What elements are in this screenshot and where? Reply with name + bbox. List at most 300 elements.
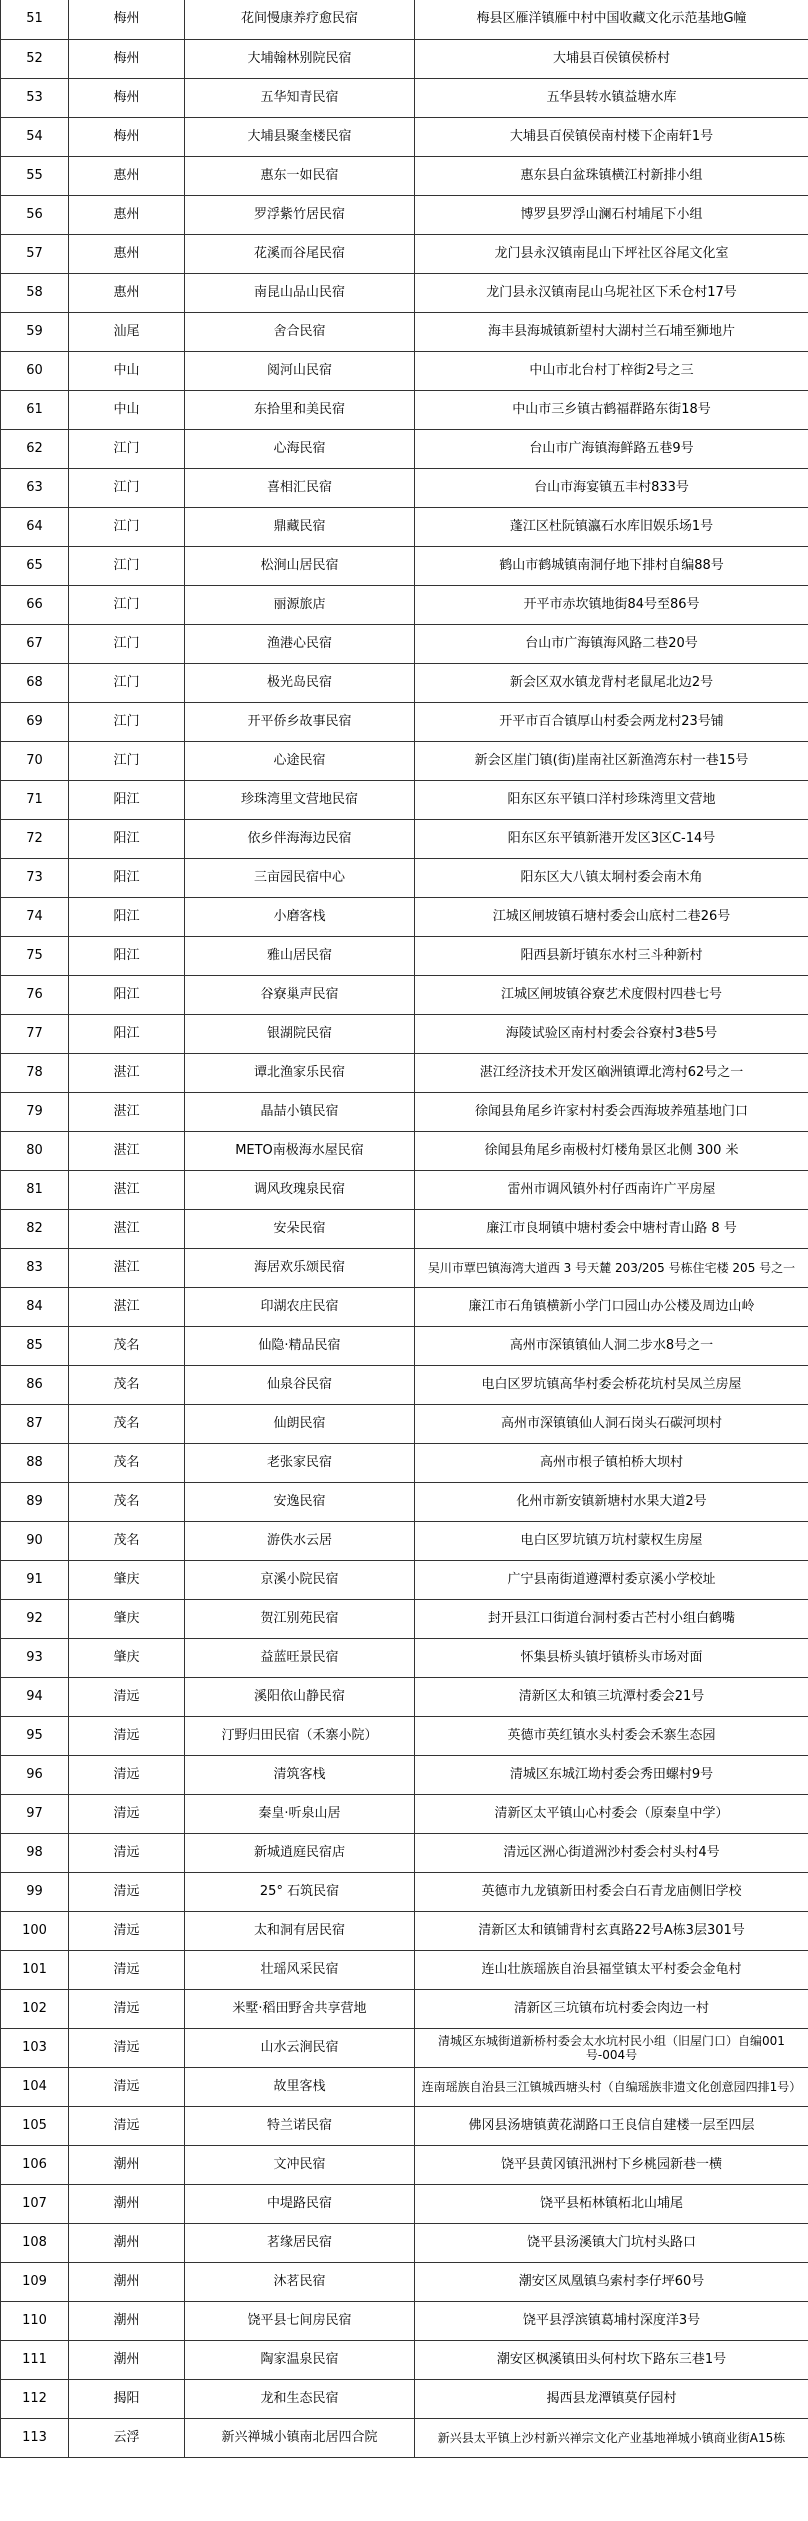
row-number-cell: 105 [1, 2106, 69, 2145]
address-cell: 高州市深镇镇仙人洞石岗头石碳河坝村 [415, 1404, 808, 1443]
table-row [1, 1482, 808, 1521]
homestay-name-cell: 依乡伴海海边民宿 [185, 819, 415, 858]
address-cell: 高州市根子镇柏桥大坝村 [415, 1443, 808, 1482]
table-row [1, 663, 808, 702]
city-cell: 清远 [69, 1716, 185, 1755]
address-cell: 高州市深镇镇仙人洞二步水8号之一 [415, 1326, 808, 1365]
table-row [1, 1053, 808, 1092]
homestay-name-cell: 鼎藏民宿 [185, 507, 415, 546]
address-cell: 蓬江区杜阮镇瀛石水库旧娱乐场1号 [415, 507, 808, 546]
address-cell: 台山市广海镇海鲜路五巷9号 [415, 429, 808, 468]
city-cell: 湛江 [69, 1170, 185, 1209]
city-cell: 湛江 [69, 1248, 185, 1287]
address-cell: 惠东县白盆珠镇横江村新排小组 [415, 156, 808, 195]
city-cell: 清远 [69, 2067, 185, 2106]
row-number-cell: 72 [1, 819, 69, 858]
homestay-name-cell: 清筑客栈 [185, 1755, 415, 1794]
address-cell: 饶平县汤溪镇大门坑村头路口 [415, 2223, 808, 2262]
city-cell: 茂名 [69, 1521, 185, 1560]
homestay-name-cell: 渔港心民宿 [185, 624, 415, 663]
homestay-name-cell: 益蓝旺景民宿 [185, 1638, 415, 1677]
city-cell: 江门 [69, 507, 185, 546]
table-row [1, 39, 808, 78]
city-cell: 中山 [69, 351, 185, 390]
row-number-cell: 104 [1, 2067, 69, 2106]
homestay-name-cell: 谭北渔家乐民宿 [185, 1053, 415, 1092]
address-cell: 饶平县浮滨镇葛埔村深度洋3号 [415, 2301, 808, 2340]
city-cell: 茂名 [69, 1482, 185, 1521]
homestay-name-cell: 陶家温泉民宿 [185, 2340, 415, 2379]
city-cell: 江门 [69, 702, 185, 741]
address-cell: 梅县区雁洋镇雁中村中国收藏文化示范基地G幢 [415, 0, 808, 39]
table-row [1, 1092, 808, 1131]
address-cell: 化州市新安镇新塘村水果大道2号 [415, 1482, 808, 1521]
row-number-cell: 93 [1, 1638, 69, 1677]
row-number-cell: 108 [1, 2223, 69, 2262]
row-number-cell: 53 [1, 78, 69, 117]
city-cell: 清远 [69, 1755, 185, 1794]
address-cell: 广宁县南街道遵潭村委京溪小学校址 [415, 1560, 808, 1599]
homestay-name-cell: 山水云涧民宿 [185, 2028, 415, 2067]
table-row [1, 1833, 808, 1872]
table-row [1, 1014, 808, 1053]
city-cell: 清远 [69, 1989, 185, 2028]
homestay-name-cell: 印湖农庄民宿 [185, 1287, 415, 1326]
row-number-cell: 81 [1, 1170, 69, 1209]
row-number-cell: 110 [1, 2301, 69, 2340]
homestay-name-cell: 米墅·稻田野舍共享营地 [185, 1989, 415, 2028]
table-row [1, 1677, 808, 1716]
homestay-name-cell: 饶平县七间房民宿 [185, 2301, 415, 2340]
city-cell: 茂名 [69, 1404, 185, 1443]
row-number-cell: 84 [1, 1287, 69, 1326]
homestay-name-cell: 大埔县聚奎楼民宿 [185, 117, 415, 156]
homestay-name-cell: 惠东一如民宿 [185, 156, 415, 195]
homestay-name-cell: 银湖院民宿 [185, 1014, 415, 1053]
homestay-name-cell: 罗浮紫竹居民宿 [185, 195, 415, 234]
table-row [1, 429, 808, 468]
address-cell: 中山市三乡镇古鹤福群路东街18号 [415, 390, 808, 429]
row-number-cell: 69 [1, 702, 69, 741]
homestay-name-cell: 东拾里和美民宿 [185, 390, 415, 429]
city-cell: 肇庆 [69, 1638, 185, 1677]
address-cell: 封开县江口街道台洞村委古芒村小组白鹤嘴 [415, 1599, 808, 1638]
city-cell: 潮州 [69, 2223, 185, 2262]
homestay-name-cell: 仙泉谷民宿 [185, 1365, 415, 1404]
row-number-cell: 82 [1, 1209, 69, 1248]
row-number-cell: 87 [1, 1404, 69, 1443]
table-row [1, 2418, 808, 2457]
row-number-cell: 55 [1, 156, 69, 195]
homestay-name-cell: 游佚水云居 [185, 1521, 415, 1560]
table-row [1, 1326, 808, 1365]
city-cell: 梅州 [69, 39, 185, 78]
row-number-cell: 63 [1, 468, 69, 507]
table-row [1, 234, 808, 273]
city-cell: 阳江 [69, 780, 185, 819]
address-cell: 五华县转水镇益塘水库 [415, 78, 808, 117]
homestay-name-cell: 25° 石筑民宿 [185, 1872, 415, 1911]
table-row [1, 468, 808, 507]
row-number-cell: 101 [1, 1950, 69, 1989]
address-cell: 阳西县新圩镇东水村三斗种新村 [415, 936, 808, 975]
address-cell: 怀集县桥头镇圩镇桥头市场对面 [415, 1638, 808, 1677]
row-number-cell: 92 [1, 1599, 69, 1638]
row-number-cell: 62 [1, 429, 69, 468]
row-number-cell: 86 [1, 1365, 69, 1404]
city-cell: 江门 [69, 546, 185, 585]
homestay-name-cell: 龙和生态民宿 [185, 2379, 415, 2418]
homestay-name-cell: 沐茗民宿 [185, 2262, 415, 2301]
row-number-cell: 96 [1, 1755, 69, 1794]
address-cell: 清新区太平镇山心村委会（原秦皇中学） [415, 1794, 808, 1833]
city-cell: 肇庆 [69, 1599, 185, 1638]
table-row [1, 897, 808, 936]
city-cell: 潮州 [69, 2184, 185, 2223]
homestay-name-cell: 晶喆小镇民宿 [185, 1092, 415, 1131]
address-cell: 廉江市石角镇横新小学门口园山办公楼及周边山岭 [415, 1287, 808, 1326]
table-row [1, 2184, 808, 2223]
homestay-name-cell: 松涧山居民宿 [185, 546, 415, 585]
table-row [1, 819, 808, 858]
address-cell: 大埔县百侯镇侯桥村 [415, 39, 808, 78]
table-row [1, 1794, 808, 1833]
row-number-cell: 61 [1, 390, 69, 429]
row-number-cell: 59 [1, 312, 69, 351]
table-row [1, 2106, 808, 2145]
address-cell: 海陵试验区南村村委会谷寮村3巷5号 [415, 1014, 808, 1053]
city-cell: 清远 [69, 2028, 185, 2067]
city-cell: 湛江 [69, 1053, 185, 1092]
row-number-cell: 56 [1, 195, 69, 234]
city-cell: 惠州 [69, 273, 185, 312]
city-cell: 汕尾 [69, 312, 185, 351]
table-row [1, 1248, 808, 1287]
city-cell: 江门 [69, 585, 185, 624]
table-row [1, 1560, 808, 1599]
city-cell: 江门 [69, 741, 185, 780]
address-cell: 饶平县柘林镇柘北山埔尾 [415, 2184, 808, 2223]
table-row [1, 1716, 808, 1755]
row-number-cell: 68 [1, 663, 69, 702]
homestay-name-cell: 贺江别苑民宿 [185, 1599, 415, 1638]
row-number-cell: 64 [1, 507, 69, 546]
city-cell: 茂名 [69, 1365, 185, 1404]
city-cell: 中山 [69, 390, 185, 429]
address-cell: 新兴县太平镇上沙村新兴禅宗文化产业基地禅城小镇商业街A15栋 [415, 2418, 808, 2457]
table-row [1, 2340, 808, 2379]
row-number-cell: 97 [1, 1794, 69, 1833]
city-cell: 阳江 [69, 819, 185, 858]
row-number-cell: 71 [1, 780, 69, 819]
city-cell: 潮州 [69, 2301, 185, 2340]
homestay-name-cell: 壮瑶风采民宿 [185, 1950, 415, 1989]
address-cell: 新会区双水镇龙背村老鼠尾北边2号 [415, 663, 808, 702]
homestay-name-cell: 小磨客栈 [185, 897, 415, 936]
table-row [1, 1872, 808, 1911]
city-cell: 惠州 [69, 195, 185, 234]
address-cell: 饶平县黄冈镇汛洲村下乡桃园新巷一横 [415, 2145, 808, 2184]
city-cell: 清远 [69, 2106, 185, 2145]
row-number-cell: 94 [1, 1677, 69, 1716]
table-row [1, 546, 808, 585]
address-cell: 大埔县百侯镇侯南村楼下企南轩1号 [415, 117, 808, 156]
address-cell: 连南瑶族自治县三江镇城西塘头村（自编瑶族非遗文化创意园四排1号） [415, 2067, 808, 2106]
city-cell: 肇庆 [69, 1560, 185, 1599]
city-cell: 湛江 [69, 1092, 185, 1131]
address-cell: 连山壮族瑶族自治县福堂镇太平村委会金龟村 [415, 1950, 808, 1989]
address-cell: 电白区罗坑镇高华村委会桥花坑村吴凤兰房屋 [415, 1365, 808, 1404]
row-number-cell: 52 [1, 39, 69, 78]
row-number-cell: 112 [1, 2379, 69, 2418]
homestay-name-cell: 调风玫瑰泉民宿 [185, 1170, 415, 1209]
address-cell: 英德市九龙镇新田村委会白石青龙庙侧旧学校 [415, 1872, 808, 1911]
homestay-name-cell: 中堤路民宿 [185, 2184, 415, 2223]
table-row [1, 2145, 808, 2184]
address-cell: 开平市赤坎镇地街84号至86号 [415, 585, 808, 624]
address-cell: 湛江经济技术开发区硇洲镇谭北湾村62号之一 [415, 1053, 808, 1092]
homestay-name-cell: 舍合民宿 [185, 312, 415, 351]
address-cell: 阳东区大八镇太垌村委会南木角 [415, 858, 808, 897]
address-cell: 徐闻县角尾乡许家村村委会西海坡养殖基地门口 [415, 1092, 808, 1131]
city-cell: 潮州 [69, 2340, 185, 2379]
address-cell: 博罗县罗浮山澜石村埔尾下小组 [415, 195, 808, 234]
row-number-cell: 90 [1, 1521, 69, 1560]
table-row [1, 156, 808, 195]
row-number-cell: 74 [1, 897, 69, 936]
homestay-name-cell: 心途民宿 [185, 741, 415, 780]
row-number-cell: 85 [1, 1326, 69, 1365]
row-number-cell: 100 [1, 1911, 69, 1950]
table-row [1, 351, 808, 390]
homestay-name-cell: 仙朗民宿 [185, 1404, 415, 1443]
table-row [1, 585, 808, 624]
address-cell: 徐闻县角尾乡南极村灯楼角景区北侧 300 米 [415, 1131, 808, 1170]
table-row [1, 780, 808, 819]
homestay-name-cell: 文冲民宿 [185, 2145, 415, 2184]
homestay-name-cell: 南昆山品山民宿 [185, 273, 415, 312]
homestay-name-cell: 新城逍庭民宿店 [185, 1833, 415, 1872]
address-cell: 龙门县永汉镇南昆山下坪社区谷尾文化室 [415, 234, 808, 273]
row-number-cell: 99 [1, 1872, 69, 1911]
city-cell: 湛江 [69, 1209, 185, 1248]
homestay-name-cell: 特兰诺民宿 [185, 2106, 415, 2145]
table-row [1, 1404, 808, 1443]
address-cell: 英德市英红镇水头村委会禾寨生态园 [415, 1716, 808, 1755]
address-cell: 新会区崖门镇(街)崖南社区新渔湾东村一巷15号 [415, 741, 808, 780]
table-row [1, 1950, 808, 1989]
homestay-name-cell: 安逸民宿 [185, 1482, 415, 1521]
city-cell: 江门 [69, 663, 185, 702]
homestay-name-cell: 仙隐·精品民宿 [185, 1326, 415, 1365]
table-row [1, 390, 808, 429]
city-cell: 清远 [69, 1833, 185, 1872]
table-row [1, 2379, 808, 2418]
table-row [1, 312, 808, 351]
row-number-cell: 113 [1, 2418, 69, 2457]
address-cell: 清城区东城江坳村委会秀田螺村9号 [415, 1755, 808, 1794]
row-number-cell: 77 [1, 1014, 69, 1053]
city-cell: 惠州 [69, 234, 185, 273]
table-row [1, 2067, 808, 2106]
table-row [1, 1521, 808, 1560]
city-cell: 潮州 [69, 2145, 185, 2184]
row-number-cell: 78 [1, 1053, 69, 1092]
row-number-cell: 109 [1, 2262, 69, 2301]
row-number-cell: 89 [1, 1482, 69, 1521]
table-row [1, 507, 808, 546]
city-cell: 湛江 [69, 1287, 185, 1326]
table-row [1, 0, 808, 39]
row-number-cell: 60 [1, 351, 69, 390]
row-number-cell: 51 [1, 0, 69, 39]
row-number-cell: 66 [1, 585, 69, 624]
row-number-cell: 58 [1, 273, 69, 312]
homestay-name-cell: 花溪而谷尾民宿 [185, 234, 415, 273]
address-cell: 揭西县龙潭镇莫仔园村 [415, 2379, 808, 2418]
address-cell: 清新区三坑镇布坑村委会肉边一村 [415, 1989, 808, 2028]
homestay-name-cell: 茗缘居民宿 [185, 2223, 415, 2262]
table-row [1, 858, 808, 897]
row-number-cell: 107 [1, 2184, 69, 2223]
homestay-name-cell: METO南极海水屋民宿 [185, 1131, 415, 1170]
address-cell: 开平市百合镇厚山村委会两龙村23号铺 [415, 702, 808, 741]
row-number-cell: 106 [1, 2145, 69, 2184]
city-cell: 清远 [69, 1677, 185, 1716]
city-cell: 惠州 [69, 156, 185, 195]
address-cell: 台山市海宴镇五丰村833号 [415, 468, 808, 507]
table-row [1, 1911, 808, 1950]
table-row [1, 2262, 808, 2301]
homestay-name-cell: 谷寮巢声民宿 [185, 975, 415, 1014]
table-row [1, 2223, 808, 2262]
homestay-name-cell: 汀野归田民宿（禾寨小院） [185, 1716, 415, 1755]
address-cell: 潮安区枫溪镇田头何村坎下路东三巷1号 [415, 2340, 808, 2379]
address-cell: 台山市广海镇海风路二巷20号 [415, 624, 808, 663]
address-cell: 清新区太和镇铺背村玄真路22号A栋3层301号 [415, 1911, 808, 1950]
row-number-cell: 103 [1, 2028, 69, 2067]
homestay-name-cell: 花间慢康养疗愈民宿 [185, 0, 415, 39]
homestay-name-cell: 开平侨乡故事民宿 [185, 702, 415, 741]
table-row [1, 702, 808, 741]
address-cell: 佛冈县汤塘镇黄花湖路口王良信自建楼一层至四层 [415, 2106, 808, 2145]
table-row [1, 1755, 808, 1794]
homestay-name-cell: 大埔翰林别院民宿 [185, 39, 415, 78]
table-row [1, 117, 808, 156]
table-row [1, 936, 808, 975]
row-number-cell: 98 [1, 1833, 69, 1872]
table-row [1, 195, 808, 234]
address-cell: 江城区闸坡镇石塘村委会山底村二巷26号 [415, 897, 808, 936]
city-cell: 江门 [69, 429, 185, 468]
row-number-cell: 79 [1, 1092, 69, 1131]
table-row [1, 1599, 808, 1638]
homestay-name-cell: 安朵民宿 [185, 1209, 415, 1248]
address-cell: 吴川市覃巴镇海湾大道西 3 号天麓 203/205 号栋住宅楼 205 号之一 [415, 1248, 808, 1287]
table-row [1, 1638, 808, 1677]
table-row [1, 1365, 808, 1404]
row-number-cell: 80 [1, 1131, 69, 1170]
address-cell: 海丰县海城镇新望村大湖村兰石埔至狮地片 [415, 312, 808, 351]
table-row [1, 2028, 808, 2067]
row-number-cell: 65 [1, 546, 69, 585]
city-cell: 梅州 [69, 117, 185, 156]
homestay-name-cell: 五华知青民宿 [185, 78, 415, 117]
address-cell: 江城区闸坡镇谷寮艺术度假村四巷七号 [415, 975, 808, 1014]
city-cell: 潮州 [69, 2262, 185, 2301]
homestay-name-cell: 新兴禅城小镇南北居四合院 [185, 2418, 415, 2457]
city-cell: 江门 [69, 468, 185, 507]
homestay-name-cell: 心海民宿 [185, 429, 415, 468]
city-cell: 阳江 [69, 1014, 185, 1053]
table-row [1, 1443, 808, 1482]
row-number-cell: 76 [1, 975, 69, 1014]
homestay-name-cell: 太和洞有居民宿 [185, 1911, 415, 1950]
city-cell: 揭阳 [69, 2379, 185, 2418]
table-row [1, 1287, 808, 1326]
city-cell: 阳江 [69, 897, 185, 936]
homestay-name-cell: 丽源旅店 [185, 585, 415, 624]
row-number-cell: 67 [1, 624, 69, 663]
homestay-name-cell: 喜相汇民宿 [185, 468, 415, 507]
city-cell: 湛江 [69, 1131, 185, 1170]
city-cell: 清远 [69, 1950, 185, 1989]
city-cell: 清远 [69, 1794, 185, 1833]
row-number-cell: 57 [1, 234, 69, 273]
row-number-cell: 70 [1, 741, 69, 780]
city-cell: 清远 [69, 1911, 185, 1950]
address-cell: 潮安区凤凰镇乌索村李仔坪60号 [415, 2262, 808, 2301]
address-cell: 清新区太和镇三坑潭村委会21号 [415, 1677, 808, 1716]
homestay-name-cell: 秦皇·听泉山居 [185, 1794, 415, 1833]
table-row [1, 78, 808, 117]
row-number-cell: 102 [1, 1989, 69, 2028]
table-row [1, 273, 808, 312]
city-cell: 阳江 [69, 975, 185, 1014]
city-cell: 茂名 [69, 1443, 185, 1482]
homestay-name-cell: 京溪小院民宿 [185, 1560, 415, 1599]
city-cell: 梅州 [69, 78, 185, 117]
city-cell: 梅州 [69, 0, 185, 39]
address-cell: 廉江市良垌镇中塘村委会中塘村青山路 8 号 [415, 1209, 808, 1248]
address-cell: 阳东区东平镇新港开发区3区C-14号 [415, 819, 808, 858]
homestay-name-cell: 三亩园民宿中心 [185, 858, 415, 897]
row-number-cell: 111 [1, 2340, 69, 2379]
table-row [1, 2301, 808, 2340]
homestay-name-cell: 溪阳依山静民宿 [185, 1677, 415, 1716]
city-cell: 茂名 [69, 1326, 185, 1365]
table-row [1, 1209, 808, 1248]
homestay-name-cell: 老张家民宿 [185, 1443, 415, 1482]
table-row [1, 624, 808, 663]
row-number-cell: 54 [1, 117, 69, 156]
homestay-name-cell: 海居欢乐颂民宿 [185, 1248, 415, 1287]
row-number-cell: 91 [1, 1560, 69, 1599]
address-cell: 鹤山市鹤城镇南洞仔地下排村自编88号 [415, 546, 808, 585]
address-cell: 龙门县永汉镇南昆山乌坭社区下禾仓村17号 [415, 273, 808, 312]
city-cell: 云浮 [69, 2418, 185, 2457]
homestay-name-cell: 故里客栈 [185, 2067, 415, 2106]
row-number-cell: 73 [1, 858, 69, 897]
homestay-name-cell: 珍珠湾里文营地民宿 [185, 780, 415, 819]
address-cell: 电白区罗坑镇万坑村蒙权生房屋 [415, 1521, 808, 1560]
table-row [1, 1989, 808, 2028]
address-cell: 雷州市调风镇外村仔西南许广平房屋 [415, 1170, 808, 1209]
homestay-name-cell: 阅河山民宿 [185, 351, 415, 390]
row-number-cell: 95 [1, 1716, 69, 1755]
table-body [1, 0, 808, 2457]
address-cell: 清城区东城街道新桥村委会太水坑村民小组（旧屋门口）自编001号-004号 [415, 2028, 808, 2067]
